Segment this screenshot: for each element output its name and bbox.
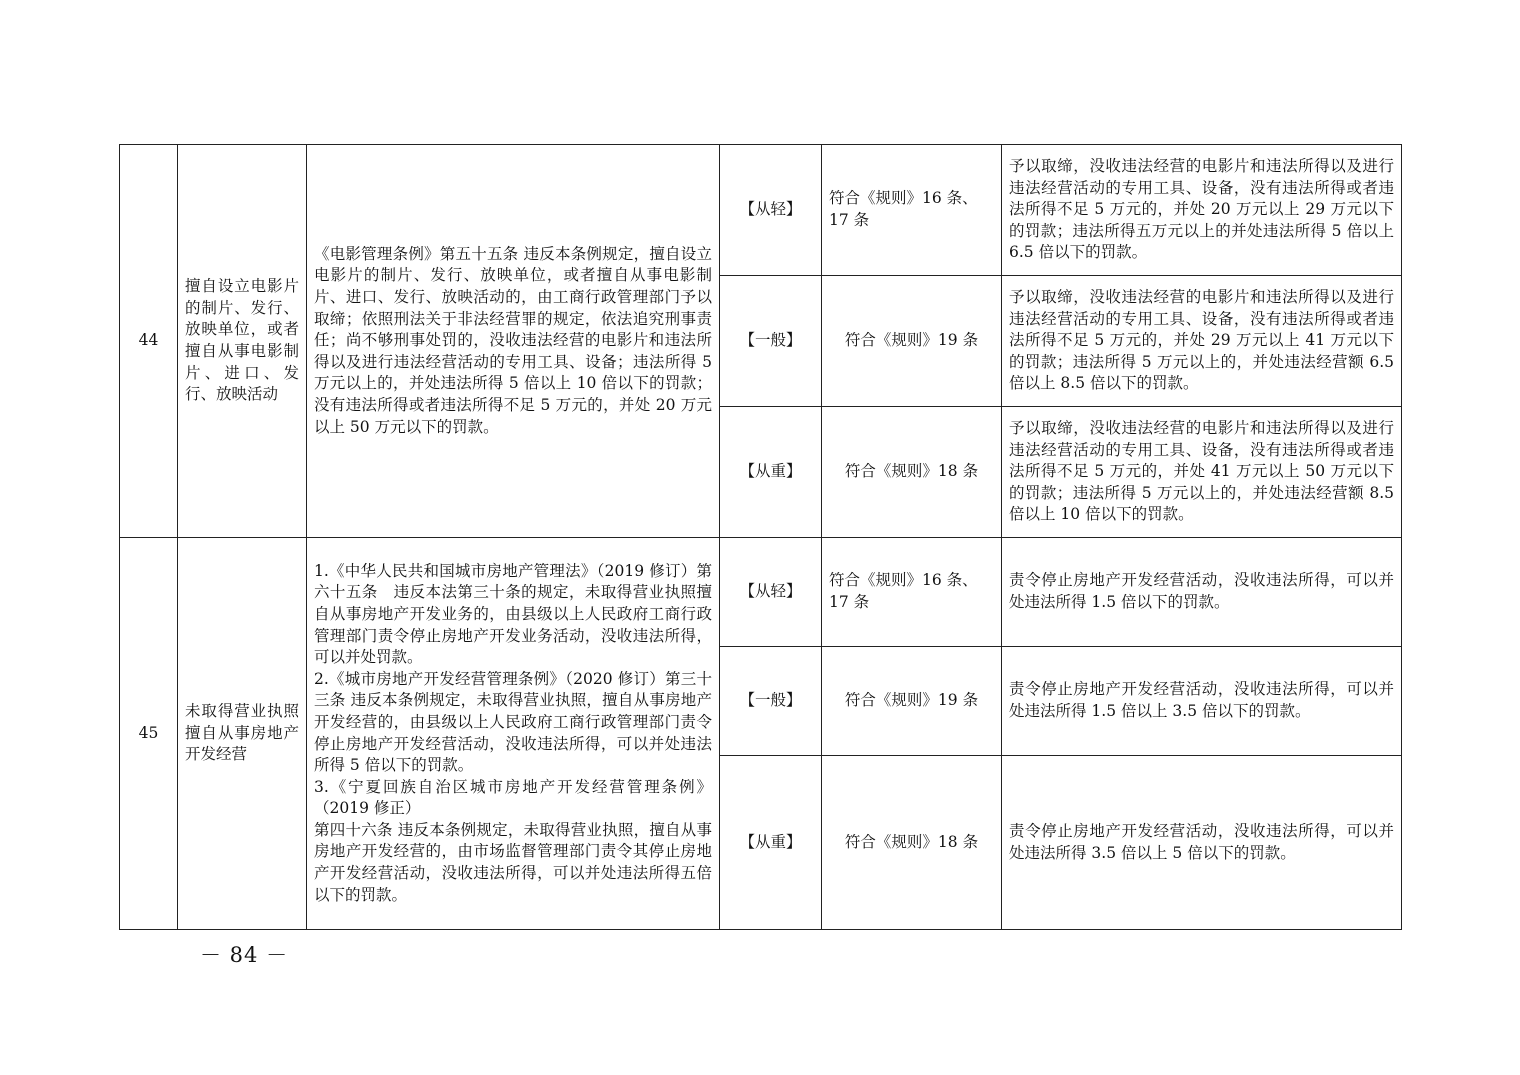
applicable-rule: 符合《规则》19 条 <box>822 647 1002 756</box>
applicable-rule: 符合《规则》18 条 <box>822 756 1002 930</box>
table-row <box>120 538 1402 647</box>
penalty-level: 【从轻】 <box>720 538 822 647</box>
penalty-standard: 予以取缔，没收违法经营的电影片和违法所得以及进行违法经营活动的专用工具、设备，没有违法所得或者违法所得不足 5 万元的，并处 20 万元以上 29 万元以下的罚款；违法所得五万元以上的并处违法所得 5 倍以上 6.5 倍以下的罚款。 <box>1002 145 1402 276</box>
penalty-level: 【一般】 <box>720 276 822 407</box>
penalty-level: 【从重】 <box>720 756 822 930</box>
violation-matter: 未取得营业执照擅自从事房地产开发经营 <box>178 538 307 930</box>
penalty-level: 【一般】 <box>720 647 822 756</box>
applicable-rule: 符合《规则》16 条、17 条 <box>822 538 1002 647</box>
applicable-rule: 符合《规则》18 条 <box>822 407 1002 538</box>
item-number: 45 <box>120 538 178 930</box>
penalty-standard: 予以取缔，没收违法经营的电影片和违法所得以及进行违法经营活动的专用工具、设备，没有违法所得或者违法所得不足 5 万元的，并处 41 万元以上 50 万元以下的罚款；违法所得 5 万元以上的，并处违法经营额 8.5 倍以上 10 倍以下的罚款。 <box>1002 407 1402 538</box>
penalty-standard: 责令停止房地产开发经营活动，没收违法所得，可以并处违法所得 3.5 倍以上 5 倍以下的罚款。 <box>1002 756 1402 930</box>
table-row <box>120 145 1402 276</box>
penalty-standard: 予以取缔，没收违法经营的电影片和违法所得以及进行违法经营活动的专用工具、设备，没有违法所得或者违法所得不足 5 万元的，并处 29 万元以上 41 万元以下的罚款；违法所得 5 万元以上的，并处违法经营额 6.5 倍以上 8.5 倍以下的罚款。 <box>1002 276 1402 407</box>
penalty-level: 【从重】 <box>720 407 822 538</box>
violation-matter: 擅自设立电影片的制片、发行、放映单位，或者擅自从事电影制片、进口、发行、放映活动 <box>178 145 307 538</box>
applicable-rule: 符合《规则》16 条、17 条 <box>822 145 1002 276</box>
penalty-standard: 责令停止房地产开发经营活动，没收违法所得，可以并处违法所得 1.5 倍以上 3.5 倍以下的罚款。 <box>1002 647 1402 756</box>
page-number: － 84 － <box>200 943 289 967</box>
legal-basis: 1.《中华人民共和国城市房地产管理法》（2019 修订）第六十五条 违反本法第三十条的规定，未取得营业执照擅自从事房地产开发业务的，由县级以上人民政府工商行政管理部门责令停止房地产开发业务活动，没收违法所得，可以并处罚款。 2.《城市房地产开发经营管理条例》（2020 修订）第三十三条 违反本条例规定，未取得营业执照，擅自从事房地产开发经营的，由县级以上人民政府工商行政管理部门责令停止房地产开发经营活动，没收违法所得，可以并处违法所得 5 倍以下的罚款。 3.《宁夏回族自治区城市房地产开发经营管理条例》（2019 修正） 第四十六条 违反本条例规定，未取得营业执照，擅自从事房地产开发经营的，由市场监督管理部门责令其停止房地产开发经营活动，没收违法所得，可以并处违法所得五倍以下的罚款。 <box>307 538 720 930</box>
penalty-standards-table <box>119 144 1402 930</box>
applicable-rule: 符合《规则》19 条 <box>822 276 1002 407</box>
legal-basis: 《电影管理条例》第五十五条 违反本条例规定，擅自设立电影片的制片、发行、放映单位，或者擅自从事电影制片、进口、发行、放映活动的，由工商行政管理部门予以取缔；依照刑法关于非法经营罪的规定，依法追究刑事责任；尚不够刑事处罚的，没收违法经营的电影片和违法所得以及进行违法经营活动的专用工具、设备；违法所得 5 万元以上的，并处违法所得 5 倍以上 10 倍以下的罚款；没有违法所得或者违法所得不足 5 万元的，并处 20 万元以上 50 万元以下的罚款。 <box>307 145 720 538</box>
penalty-level: 【从轻】 <box>720 145 822 276</box>
item-number: 44 <box>120 145 178 538</box>
penalty-standard: 责令停止房地产开发经营活动，没收违法所得，可以并处违法所得 1.5 倍以下的罚款。 <box>1002 538 1402 647</box>
